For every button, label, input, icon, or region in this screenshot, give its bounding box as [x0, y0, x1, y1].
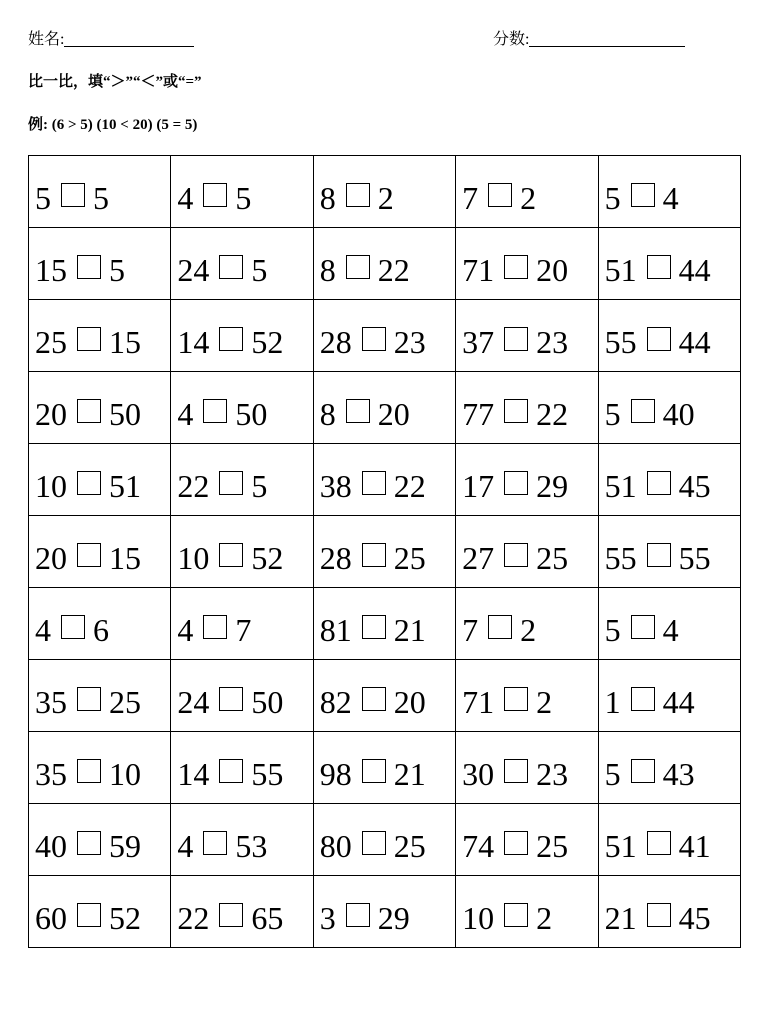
- comparison-cell-content: [177, 242, 312, 286]
- comparison-cell-content: [35, 242, 170, 286]
- left-number: 8: [319, 251, 336, 288]
- right-number: 44: [678, 251, 711, 288]
- comparison-cell-content: [177, 602, 312, 646]
- comparison-cell-content: [605, 386, 740, 430]
- left-number: 30: [462, 755, 495, 792]
- comparison-cell-content: [320, 890, 455, 934]
- right-number: 25: [393, 539, 426, 576]
- right-number: 2: [520, 611, 537, 648]
- left-number: 82: [319, 683, 352, 720]
- comparison-cell-content: [320, 530, 455, 574]
- comparison-cell: [313, 588, 455, 660]
- answer-box[interactable]: [362, 615, 386, 639]
- comparison-cell-content: [605, 746, 740, 790]
- left-number: 51: [604, 827, 637, 864]
- left-number: 3: [319, 899, 336, 936]
- left-number: 40: [35, 827, 67, 864]
- comparison-cell-content: [35, 890, 170, 934]
- right-number: 51: [109, 467, 141, 504]
- right-number: 53: [235, 827, 268, 864]
- comparison-cell: [171, 516, 313, 588]
- comparison-cell: [598, 444, 740, 516]
- left-number: 4: [177, 611, 194, 648]
- right-number: 59: [109, 827, 141, 864]
- left-number: 98: [319, 755, 352, 792]
- right-number: 23: [536, 755, 569, 792]
- answer-box[interactable]: [647, 471, 671, 495]
- left-number: 17: [462, 467, 495, 504]
- comparison-cell: [456, 876, 598, 948]
- comparison-cell-content: [35, 458, 170, 502]
- comparison-cell: [313, 660, 455, 732]
- score-blank-line[interactable]: [529, 28, 685, 47]
- comparison-cell: [598, 516, 740, 588]
- comparison-cell-content: [462, 674, 597, 718]
- comparison-cell: [598, 300, 740, 372]
- right-number: 4: [662, 179, 679, 216]
- left-number: 4: [177, 827, 194, 864]
- left-number: 55: [604, 539, 637, 576]
- answer-box[interactable]: [77, 831, 101, 855]
- right-number: 2: [536, 683, 553, 720]
- left-number: 4: [177, 179, 194, 216]
- answer-box[interactable]: [61, 615, 85, 639]
- comparison-cell: [171, 372, 313, 444]
- right-number: 10: [109, 755, 141, 792]
- left-number: 10: [177, 539, 210, 576]
- answer-box[interactable]: [203, 615, 227, 639]
- answer-box[interactable]: [77, 543, 101, 567]
- left-number: 74: [462, 827, 495, 864]
- right-number: 20: [377, 395, 410, 432]
- comparison-cell-content: [35, 170, 170, 214]
- name-blank-line[interactable]: [64, 28, 194, 47]
- comparison-cell-content: [462, 818, 597, 862]
- right-number: 44: [678, 323, 711, 360]
- right-number: 52: [251, 323, 284, 360]
- comparison-cell-content: [462, 530, 597, 574]
- comparison-cell-content: [320, 818, 455, 862]
- comparison-cell-content: [177, 458, 312, 502]
- comparison-cell: [598, 588, 740, 660]
- comparison-cell: [171, 300, 313, 372]
- grid-row: [29, 804, 741, 876]
- grid-body: [29, 156, 741, 948]
- comparison-cell-content: [177, 818, 312, 862]
- comparison-cell-content: [605, 674, 740, 718]
- comparison-cell: [456, 516, 598, 588]
- grid-row: [29, 660, 741, 732]
- comparison-cell-content: [35, 746, 170, 790]
- right-number: 7: [235, 611, 252, 648]
- left-number: 5: [35, 179, 51, 216]
- answer-box[interactable]: [203, 831, 227, 855]
- answer-box[interactable]: [362, 831, 386, 855]
- answer-box[interactable]: [77, 687, 101, 711]
- grid-row: [29, 372, 741, 444]
- comparison-cell-content: [35, 530, 170, 574]
- comparison-cell: [29, 444, 171, 516]
- right-number: 45: [678, 899, 711, 936]
- right-number: 5: [93, 179, 109, 216]
- right-number: 44: [662, 683, 695, 720]
- left-number: 7: [462, 611, 479, 648]
- comparison-cell: [171, 804, 313, 876]
- comparison-cell-content: [35, 818, 170, 862]
- comparison-cell: [29, 372, 171, 444]
- left-number: 5: [604, 611, 621, 648]
- left-number: 8: [319, 395, 336, 432]
- comparison-cell-content: [462, 170, 597, 214]
- comparison-cell: [313, 732, 455, 804]
- answer-box[interactable]: [647, 543, 671, 567]
- right-number: 6: [93, 611, 109, 648]
- right-number: 55: [251, 755, 284, 792]
- right-number: 15: [109, 323, 141, 360]
- right-number: 65: [251, 899, 284, 936]
- comparison-cell-content: [320, 386, 455, 430]
- comparison-cell: [456, 228, 598, 300]
- answer-box[interactable]: [647, 255, 671, 279]
- answer-box[interactable]: [362, 471, 386, 495]
- right-number: 20: [393, 683, 426, 720]
- comparison-cell: [29, 660, 171, 732]
- comparison-cell: [313, 876, 455, 948]
- comparison-cell: [313, 516, 455, 588]
- comparison-cell-content: [320, 242, 455, 286]
- grid-row: [29, 444, 741, 516]
- grid-row: [29, 300, 741, 372]
- left-number: 14: [177, 755, 210, 792]
- comparison-cell-content: [320, 314, 455, 358]
- comparison-cell-content: [177, 674, 312, 718]
- right-number: 20: [536, 251, 569, 288]
- left-number: 10: [462, 899, 495, 936]
- comparison-cell-content: [605, 242, 740, 286]
- grid-row: [29, 228, 741, 300]
- answer-box[interactable]: [346, 399, 370, 423]
- comparison-cell-content: [35, 314, 170, 358]
- right-number: 5: [251, 251, 268, 288]
- answer-box[interactable]: [77, 471, 101, 495]
- grid-row: [29, 732, 741, 804]
- comparison-cell-content: [320, 746, 455, 790]
- name-label: 姓名:: [28, 31, 65, 48]
- score-field: [493, 28, 685, 52]
- right-number: 4: [662, 611, 679, 648]
- answer-box[interactable]: [203, 399, 227, 423]
- left-number: 20: [35, 539, 67, 576]
- comparison-cell: [313, 804, 455, 876]
- left-number: 55: [604, 323, 637, 360]
- comparison-cell-content: [462, 458, 597, 502]
- comparison-cell-content: [462, 890, 597, 934]
- right-number: 40: [662, 395, 695, 432]
- comparison-cell: [29, 156, 171, 228]
- comparison-cell-content: [177, 530, 312, 574]
- left-number: 22: [177, 899, 210, 936]
- right-number: 21: [393, 755, 426, 792]
- right-number: 25: [536, 539, 569, 576]
- score-label: 分数:: [493, 31, 530, 48]
- left-number: 60: [35, 899, 67, 936]
- right-number: 22: [536, 395, 569, 432]
- comparison-cell: [313, 300, 455, 372]
- comparison-cell: [456, 588, 598, 660]
- right-number: 22: [393, 467, 426, 504]
- left-number: 51: [604, 467, 637, 504]
- comparison-cell: [456, 732, 598, 804]
- grid-row: [29, 516, 741, 588]
- left-number: 5: [604, 755, 621, 792]
- right-number: 21: [393, 611, 426, 648]
- right-number: 43: [662, 755, 695, 792]
- right-number: 2: [536, 899, 553, 936]
- comparison-cell-content: [605, 314, 740, 358]
- left-number: 15: [35, 251, 67, 288]
- left-number: 51: [604, 251, 637, 288]
- left-number: 1: [604, 683, 621, 720]
- example-text: 例: (6 > 5) (10 < 20) (5 = 5): [28, 117, 198, 133]
- left-number: 8: [319, 179, 336, 216]
- left-number: 37: [462, 323, 495, 360]
- answer-box[interactable]: [631, 759, 655, 783]
- answer-box[interactable]: [504, 399, 528, 423]
- comparison-cell-content: [462, 602, 597, 646]
- answer-box[interactable]: [77, 255, 101, 279]
- comparison-cell: [598, 804, 740, 876]
- comparison-cell-content: [320, 674, 455, 718]
- answer-box[interactable]: [504, 687, 528, 711]
- comparison-cell-content: [605, 818, 740, 862]
- left-number: 5: [604, 179, 621, 216]
- comparison-cell-content: [462, 242, 597, 286]
- comparison-cell-content: [605, 458, 740, 502]
- answer-box[interactable]: [362, 687, 386, 711]
- answer-box[interactable]: [219, 471, 243, 495]
- answer-box[interactable]: [346, 903, 370, 927]
- right-number: 5: [251, 467, 268, 504]
- comparison-cell-content: [177, 890, 312, 934]
- right-number: 2: [520, 179, 537, 216]
- answer-box[interactable]: [488, 183, 512, 207]
- comparison-cell: [29, 876, 171, 948]
- right-number: 52: [109, 899, 141, 936]
- answer-box[interactable]: [362, 543, 386, 567]
- comparison-cell-content: [35, 386, 170, 430]
- answer-box[interactable]: [647, 903, 671, 927]
- left-number: 24: [177, 683, 210, 720]
- left-number: 7: [462, 179, 479, 216]
- answer-box[interactable]: [504, 543, 528, 567]
- comparison-cell: [313, 156, 455, 228]
- left-number: 28: [319, 323, 352, 360]
- comparison-cell: [171, 156, 313, 228]
- right-number: 15: [109, 539, 141, 576]
- comparison-cell-content: [177, 746, 312, 790]
- left-number: 35: [35, 755, 67, 792]
- comparison-cell: [171, 444, 313, 516]
- answer-box[interactable]: [631, 687, 655, 711]
- left-number: 35: [35, 683, 67, 720]
- grid-row: [29, 876, 741, 948]
- comparison-cell: [456, 372, 598, 444]
- answer-box[interactable]: [504, 327, 528, 351]
- right-number: 2: [377, 179, 394, 216]
- grid-row: [29, 156, 741, 228]
- instruction-text: 比一比，填“＞”“＜”或“=”: [28, 74, 202, 90]
- name-field: [28, 28, 194, 52]
- header: [0, 28, 768, 52]
- comparison-cell: [313, 228, 455, 300]
- grid-row: [29, 588, 741, 660]
- left-number: 81: [319, 611, 352, 648]
- comparison-cell: [171, 876, 313, 948]
- answer-box[interactable]: [488, 615, 512, 639]
- answer-box[interactable]: [219, 759, 243, 783]
- left-number: 14: [177, 323, 210, 360]
- right-number: 5: [109, 251, 125, 288]
- comparison-cell: [598, 732, 740, 804]
- comparison-cell-content: [177, 386, 312, 430]
- comparison-cell-content: [177, 314, 312, 358]
- comparison-cell-content: [605, 170, 740, 214]
- answer-box[interactable]: [647, 831, 671, 855]
- right-number: 41: [678, 827, 711, 864]
- comparison-cell: [598, 876, 740, 948]
- answer-box[interactable]: [362, 327, 386, 351]
- comparison-cell: [29, 732, 171, 804]
- right-number: 50: [235, 395, 268, 432]
- comparison-cell: [598, 372, 740, 444]
- right-number: 29: [377, 899, 410, 936]
- comparison-cell: [171, 732, 313, 804]
- comparison-cell: [456, 444, 598, 516]
- comparison-cell-content: [35, 674, 170, 718]
- comparison-cell-content: [35, 602, 170, 646]
- comparison-cell: [29, 300, 171, 372]
- left-number: 77: [462, 395, 495, 432]
- left-number: 24: [177, 251, 210, 288]
- comparison-cell-content: [605, 530, 740, 574]
- comparison-cell: [456, 156, 598, 228]
- comparison-cell-content: [462, 314, 597, 358]
- answer-box[interactable]: [77, 327, 101, 351]
- answer-box[interactable]: [504, 831, 528, 855]
- right-number: 29: [536, 467, 569, 504]
- right-number: 25: [393, 827, 426, 864]
- comparison-cell: [171, 228, 313, 300]
- left-number: 10: [35, 467, 67, 504]
- answer-box[interactable]: [504, 255, 528, 279]
- comparison-cell: [456, 660, 598, 732]
- left-number: 4: [35, 611, 51, 648]
- comparison-cell: [29, 516, 171, 588]
- comparison-cell: [171, 660, 313, 732]
- left-number: 28: [319, 539, 352, 576]
- comparison-cell-content: [605, 890, 740, 934]
- right-number: 23: [536, 323, 569, 360]
- comparison-cell: [29, 588, 171, 660]
- answer-box[interactable]: [504, 903, 528, 927]
- comparison-cell: [313, 372, 455, 444]
- right-number: 25: [109, 683, 141, 720]
- comparison-cell: [313, 444, 455, 516]
- comparison-cell-content: [320, 458, 455, 502]
- comparison-cell-content: [462, 746, 597, 790]
- right-number: 23: [393, 323, 426, 360]
- right-number: 52: [251, 539, 284, 576]
- answer-box[interactable]: [219, 687, 243, 711]
- right-number: 45: [678, 467, 711, 504]
- comparison-cell: [29, 228, 171, 300]
- comparison-grid: [28, 155, 741, 948]
- comparison-cell: [456, 804, 598, 876]
- comparison-cell-content: [462, 386, 597, 430]
- answer-box[interactable]: [346, 255, 370, 279]
- left-number: 80: [319, 827, 352, 864]
- comparison-cell: [598, 228, 740, 300]
- answer-box[interactable]: [77, 759, 101, 783]
- answer-box[interactable]: [219, 327, 243, 351]
- comparison-cell: [171, 588, 313, 660]
- answer-box[interactable]: [631, 615, 655, 639]
- answer-box[interactable]: [504, 759, 528, 783]
- left-number: 71: [462, 251, 495, 288]
- left-number: 21: [604, 899, 637, 936]
- answer-box[interactable]: [504, 471, 528, 495]
- right-number: 50: [109, 395, 141, 432]
- left-number: 27: [462, 539, 495, 576]
- comparison-cell-content: [320, 602, 455, 646]
- comparison-cell: [456, 300, 598, 372]
- left-number: 4: [177, 395, 194, 432]
- answer-box[interactable]: [77, 399, 101, 423]
- comparison-cell-content: [320, 170, 455, 214]
- comparison-cell: [598, 156, 740, 228]
- answer-box[interactable]: [346, 183, 370, 207]
- left-number: 20: [35, 395, 67, 432]
- answer-box[interactable]: [631, 183, 655, 207]
- comparison-cell: [598, 660, 740, 732]
- answer-box[interactable]: [61, 183, 85, 207]
- answer-box[interactable]: [219, 903, 243, 927]
- left-number: 71: [462, 683, 495, 720]
- answer-box[interactable]: [631, 399, 655, 423]
- right-number: 5: [235, 179, 252, 216]
- answer-box[interactable]: [219, 543, 243, 567]
- left-number: 25: [35, 323, 67, 360]
- left-number: 5: [604, 395, 621, 432]
- comparison-cell-content: [177, 170, 312, 214]
- left-number: 38: [319, 467, 352, 504]
- comparison-cell-content: [605, 602, 740, 646]
- answer-box[interactable]: [203, 183, 227, 207]
- answer-box[interactable]: [77, 903, 101, 927]
- right-number: 22: [377, 251, 410, 288]
- left-number: 22: [177, 467, 210, 504]
- answer-box[interactable]: [362, 759, 386, 783]
- right-number: 50: [251, 683, 284, 720]
- right-number: 25: [536, 827, 569, 864]
- answer-box[interactable]: [647, 327, 671, 351]
- answer-box[interactable]: [219, 255, 243, 279]
- right-number: 55: [678, 539, 711, 576]
- comparison-cell: [29, 804, 171, 876]
